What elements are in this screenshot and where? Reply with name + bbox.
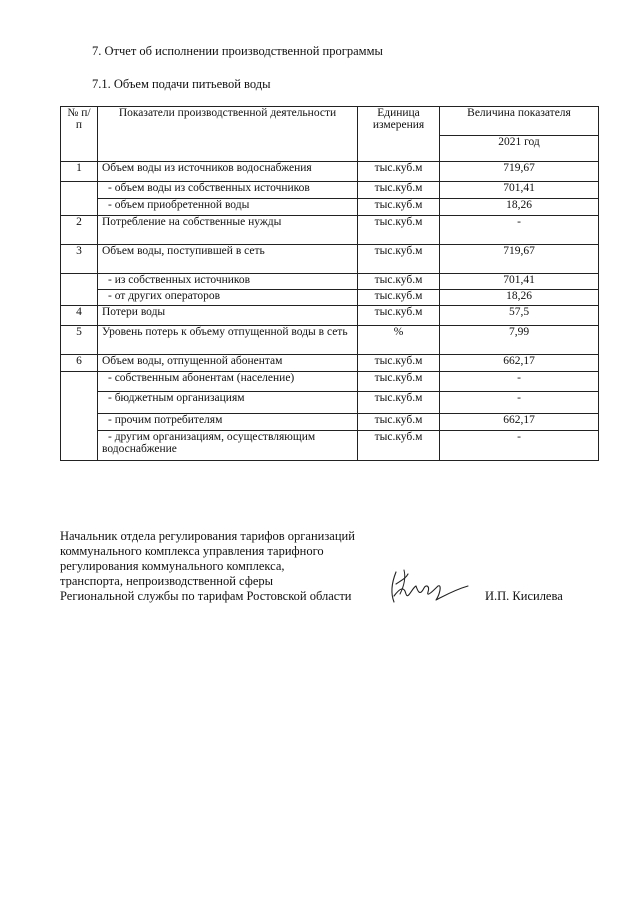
row-indicator: - от других операторов: [98, 290, 358, 306]
row-num: [61, 182, 98, 216]
row-indicator: - прочим потребителям: [98, 414, 358, 431]
row-value: 662,17: [440, 355, 599, 372]
row-indicator: - бюджетным организациям: [98, 392, 358, 414]
section-title: 7. Отчет об исполнении производственной программы: [92, 44, 383, 58]
row-unit: тыс.куб.м: [358, 245, 440, 274]
row-unit: тыс.куб.м: [358, 216, 440, 245]
row-num: [61, 372, 98, 461]
row-num: 6: [61, 355, 98, 372]
row-unit: тыс.куб.м: [358, 162, 440, 182]
row-value: 7,99: [440, 326, 599, 355]
row-indicator: Объем воды, поступившей в сеть: [98, 245, 358, 274]
row-indicator: Потребление на собственные нужды: [98, 216, 358, 245]
row-unit: тыс.куб.м: [358, 182, 440, 199]
header-year: 2021 год: [440, 136, 599, 162]
row-value: 719,67: [440, 245, 599, 274]
header-indicator: Показатели производственной деятельности: [98, 107, 358, 162]
row-indicator: - другим организациям, осуществляющим водоснабжение: [98, 431, 358, 461]
handwritten-signature: [382, 566, 472, 608]
row-indicator: - объем воды из собственных источников: [98, 182, 358, 199]
signer-name: И.П. Кисилева: [485, 589, 563, 603]
subsection-title: 7.1. Объем подачи питьевой воды: [92, 77, 271, 91]
header-unit: Единица измерения: [358, 107, 440, 162]
row-unit: тыс.куб.м: [358, 274, 440, 290]
row-num: 1: [61, 162, 98, 182]
row-unit: тыс.куб.м: [358, 199, 440, 216]
row-indicator: Объем воды, отпущенной абонентам: [98, 355, 358, 372]
position-line: Начальник отдела регулирования тарифов организаций: [60, 529, 355, 543]
row-unit: тыс.куб.м: [358, 355, 440, 372]
row-value: 18,26: [440, 290, 599, 306]
header-num: № п/п: [61, 107, 98, 162]
row-indicator: - объем приобретенной воды: [98, 199, 358, 216]
position-line: регулирования коммунального комплекса,: [60, 559, 285, 573]
row-value: -: [440, 431, 599, 461]
signatory-position: [60, 529, 380, 604]
row-value: 719,67: [440, 162, 599, 182]
row-unit: тыс.куб.м: [358, 392, 440, 414]
row-value: -: [440, 216, 599, 245]
row-value: -: [440, 392, 599, 414]
row-unit: тыс.куб.м: [358, 290, 440, 306]
row-unit: тыс.куб.м: [358, 431, 440, 461]
row-unit: тыс.куб.м: [358, 414, 440, 431]
row-value: 662,17: [440, 414, 599, 431]
row-value: 18,26: [440, 199, 599, 216]
row-num: 2: [61, 216, 98, 245]
position-line: транспорта, непроизводственной сферы: [60, 574, 274, 588]
position-line: коммунального комплекса управления тарифного: [60, 544, 324, 558]
row-indicator: - собственным абонентам (население): [98, 372, 358, 392]
row-num: [61, 274, 98, 306]
row-value: 701,41: [440, 274, 599, 290]
row-indicator: Потери воды: [98, 306, 358, 326]
row-value: 701,41: [440, 182, 599, 199]
water-supply-table: [60, 106, 599, 461]
header-value-group: Величина показателя: [440, 107, 599, 136]
row-unit: %: [358, 326, 440, 355]
row-unit: тыс.куб.м: [358, 372, 440, 392]
row-indicator: - из собственных источников: [98, 274, 358, 290]
row-num: 4: [61, 306, 98, 326]
row-value: 57,5: [440, 306, 599, 326]
row-indicator: Объем воды из источников водоснабжения: [98, 162, 358, 182]
row-value: -: [440, 372, 599, 392]
row-unit: тыс.куб.м: [358, 306, 440, 326]
position-line: Региональной службы по тарифам Ростовской области: [60, 589, 352, 603]
row-indicator: Уровень потерь к объему отпущенной воды в сеть: [98, 326, 358, 355]
row-num: 3: [61, 245, 98, 274]
row-num: 5: [61, 326, 98, 355]
